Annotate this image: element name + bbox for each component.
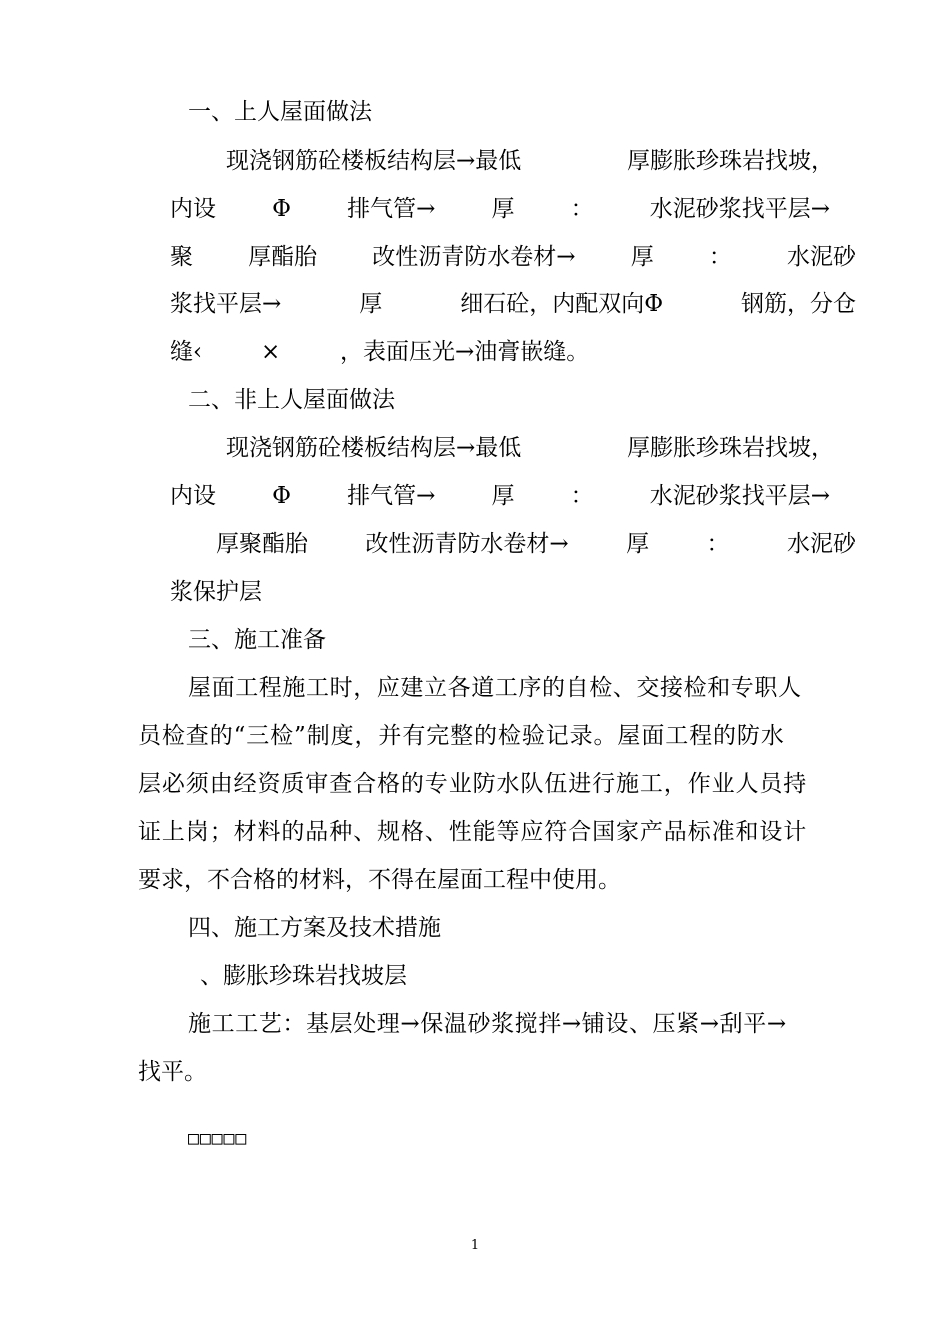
paragraph-line	[170, 242, 856, 272]
section-heading-2: 二、非上人屋面做法	[188, 387, 395, 413]
paragraph-line	[170, 481, 830, 511]
text-segment: 水泥砂	[786, 531, 856, 557]
paragraph-text: 厚膨胀珍珠岩找坡，	[627, 435, 834, 461]
text-segment: 缝‹	[170, 339, 203, 365]
text-segment: 厚	[491, 196, 515, 222]
text-segment: 水泥砂浆找平层→	[649, 483, 830, 509]
subsection-heading: 、膨胀珍珠岩找坡层	[200, 963, 407, 989]
text-segment: 聚	[170, 244, 193, 270]
section-heading-4: 四、施工方案及技术措施	[188, 915, 441, 941]
text-segment: 水泥砂	[786, 244, 856, 270]
paragraph-text: 施工工艺：基层处理→保温砂浆搅拌→铺设、压紧→刮平→	[188, 1011, 787, 1037]
paragraph-text: 员检查的“三检”制度，并有完整的检验记录。屋面工程的防水	[138, 723, 785, 749]
text-segment: ：	[570, 196, 594, 222]
text-segment: 改性沥青防水卷材→	[372, 244, 576, 270]
placeholder-glyphs: □□□□□	[188, 1128, 248, 1149]
paragraph-line	[170, 289, 856, 319]
text-segment: ：	[708, 244, 732, 270]
section-heading-3: 三、施工准备	[188, 627, 326, 653]
text-segment: ：	[706, 531, 730, 557]
text-segment: 内设	[170, 483, 216, 509]
text-segment: ×	[261, 339, 281, 365]
text-segment: Φ	[272, 483, 291, 509]
paragraph-text: 现浇钢筋砼楼板结构层→最低	[226, 435, 522, 461]
section-heading-1: 一、上人屋面做法	[188, 99, 372, 125]
paragraph-text: 证上岗；材料的品种、规格、性能等应符合国家产品标准和设计	[138, 819, 808, 845]
text-segment: 浆找平层→	[170, 291, 282, 317]
paragraph-text: 现浇钢筋砼楼板结构层→最低	[226, 148, 522, 174]
text-segment: 细石砼，内配双向Φ	[460, 291, 664, 317]
text-segment: 改性沥青防水卷材→	[365, 531, 569, 557]
text-segment: 钢筋，分仓	[741, 291, 856, 317]
paragraph-line	[216, 529, 856, 559]
text-segment: 厚	[491, 483, 515, 509]
paragraph-line	[170, 194, 830, 224]
paragraph-text: 屋面工程施工时，应建立各道工序的自检、交接检和专职人	[188, 675, 802, 701]
text-segment: 排气管→	[347, 196, 436, 222]
text-segment: 厚	[626, 531, 650, 557]
text-segment: Φ	[272, 196, 291, 222]
text-segment: 厚	[630, 244, 654, 270]
page-number: 1	[470, 1238, 480, 1253]
text-segment: 厚酯胎	[248, 244, 318, 270]
paragraph-text: 找平。	[138, 1059, 207, 1085]
text-segment: 排气管→	[347, 483, 436, 509]
paragraph-text: 层必须由经资质审查合格的专业防水队伍进行施工，作业人员持	[138, 771, 808, 797]
text-segment: 厚聚酯胎	[216, 531, 308, 557]
text-segment: ，表面压光→油膏嵌缝。	[340, 339, 590, 365]
text-segment: 内设	[170, 196, 216, 222]
paragraph-text: 浆保护层	[170, 579, 262, 605]
text-segment: 厚	[359, 291, 383, 317]
text-segment: ：	[570, 483, 594, 509]
text-segment: 水泥砂浆找平层→	[649, 196, 830, 222]
paragraph-text: 厚膨胀珍珠岩找坡，	[627, 148, 834, 174]
paragraph-text: 要求，不合格的材料，不得在屋面工程中使用。	[138, 867, 621, 893]
